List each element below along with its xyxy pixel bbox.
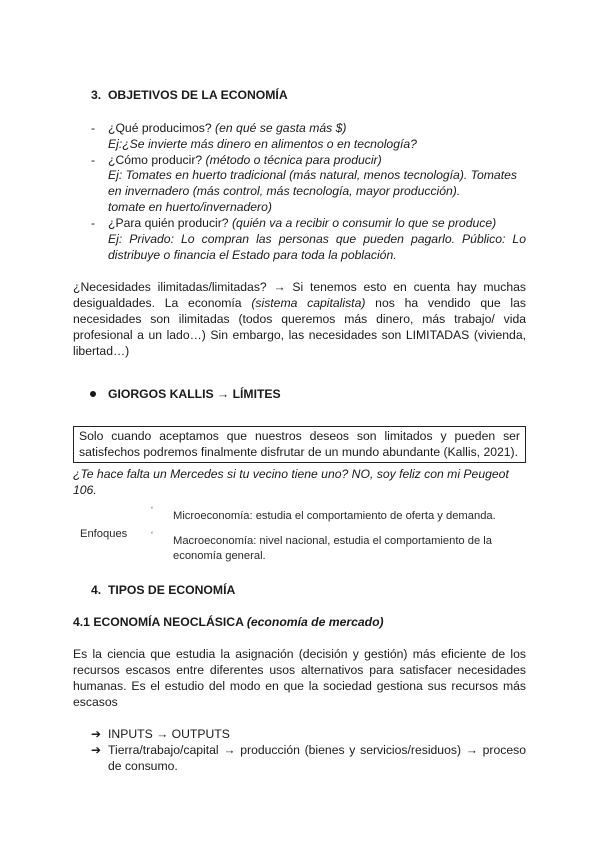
objective-note: (en qué se gasta más $) <box>215 121 347 135</box>
paragraph-line: escasos <box>73 695 118 709</box>
list-item <box>108 216 496 230</box>
section-4-1-heading <box>73 615 384 629</box>
text-run: nos ha vendido que las <box>365 296 526 310</box>
question-line: ¿Te hace falta un Mercedes si tu vecino tiene uno? NO, soy feliz con mi Peugeot <box>73 467 509 481</box>
example-line: Ej: Tomates en huerto tradicional (más natural, menos tecnología). Tomates <box>108 168 517 182</box>
section-number: 3. <box>91 88 102 102</box>
subsection-title: 4.1 ECONOMÍA NEOCLÁSICA <box>73 615 244 629</box>
list-item: Tierra/trabajo/capital → producción (bienes y servicios/residuos) → proceso <box>108 743 526 757</box>
section-number: 4. <box>91 583 102 597</box>
list-item: INPUTS → OUTPUTS <box>108 727 230 741</box>
example-line: Ej:¿Se invierte más dinero en alimentos o en tecnología? <box>108 137 417 151</box>
list-item <box>108 121 346 135</box>
paragraph-line <box>73 296 526 310</box>
paragraph-line: necesidades son ilimitadas (todos queremos más dinero, más trabajo/ vida <box>73 312 526 326</box>
list-dash: - <box>91 216 96 230</box>
kallis-heading: GIORGOS KALLIS → LÍMITES <box>108 387 281 401</box>
macro-text: economía general. <box>173 550 266 562</box>
question-line: 106. <box>73 483 97 497</box>
paragraph-line: ¿Necesidades ilimitadas/limitadas? → Si tenemos esto en cuenta hay muchas <box>73 280 526 294</box>
arrow-bullet-icon: ➔ <box>91 743 102 757</box>
text-run-italic: (sistema capitalista) <box>251 296 366 310</box>
section-4-heading <box>91 583 235 597</box>
quote-line: Solo cuando aceptamos que nuestros deseos son limitados y pueden ser <box>79 429 520 443</box>
paragraph-line: profesional a un lado…) Sin embargo, las necesidades son LIMITADAS (vivienda, <box>73 328 526 342</box>
bullet-dot-icon <box>90 391 96 397</box>
section-title: OBJETIVOS DE LA ECONOMÍA <box>107 88 288 102</box>
section-3-heading <box>91 88 288 102</box>
arrow-bullet-icon: ➔ <box>91 727 102 741</box>
paragraph-line: Es la ciencia que estudia la asignación (decisión y gestión) más eficiente de los <box>73 647 526 661</box>
enfoques-label: Enfoques <box>80 528 128 540</box>
objective-note: (método o técnica para producir) <box>205 153 382 167</box>
micro-text: Microeconomía: estudia el comportamiento de oferta y demanda. <box>173 510 496 522</box>
example-line: en invernadero (más control, más tecnología, mayor producción). <box>108 184 461 198</box>
macro-text: Macroeconomía: nivel nacional, estudia el comportamiento de la <box>173 535 493 547</box>
paragraph-line: humanas. Es el estudio del modo en que la sociedad gestiona sus recursos más <box>73 679 526 693</box>
brace-tick-icon: ‘ <box>151 530 153 540</box>
example-line: distribuye o financia el Estado para toda la población. <box>108 248 397 262</box>
list-dash: - <box>91 153 96 167</box>
example-line: Ej: Privado: Lo compran las personas que pueden pagarlo. Público: Lo <box>108 232 526 246</box>
example-line: tomate en huerto/invernadero) <box>108 200 272 214</box>
section-title: TIPOS DE ECONOMÍA <box>107 583 236 597</box>
objective-question: ¿Cómo producir? <box>108 153 203 167</box>
subsection-subtitle: (economía de mercado) <box>246 615 384 629</box>
quote-line: satisfechos podremos finalmente disfrutar de un mundo abundante (Kallis, 2021). <box>79 445 519 459</box>
objective-note: (quién va a recibir o consumir lo que se produce) <box>231 216 497 230</box>
brace-tick-icon: ‘ <box>151 505 153 515</box>
paragraph-line: recursos escasos entre diferentes usos alternativos para satisfacer necesidades <box>73 663 526 677</box>
list-dash: - <box>91 121 96 135</box>
text-run: desigualdades. La economía <box>73 296 252 310</box>
objective-question: ¿Para quién producir? <box>108 216 229 230</box>
list-item-continuation: de consumo. <box>108 759 178 773</box>
objective-question: ¿Qué producimos? <box>108 121 212 135</box>
list-item <box>108 153 382 167</box>
paragraph-line: libertad…) <box>73 344 130 358</box>
